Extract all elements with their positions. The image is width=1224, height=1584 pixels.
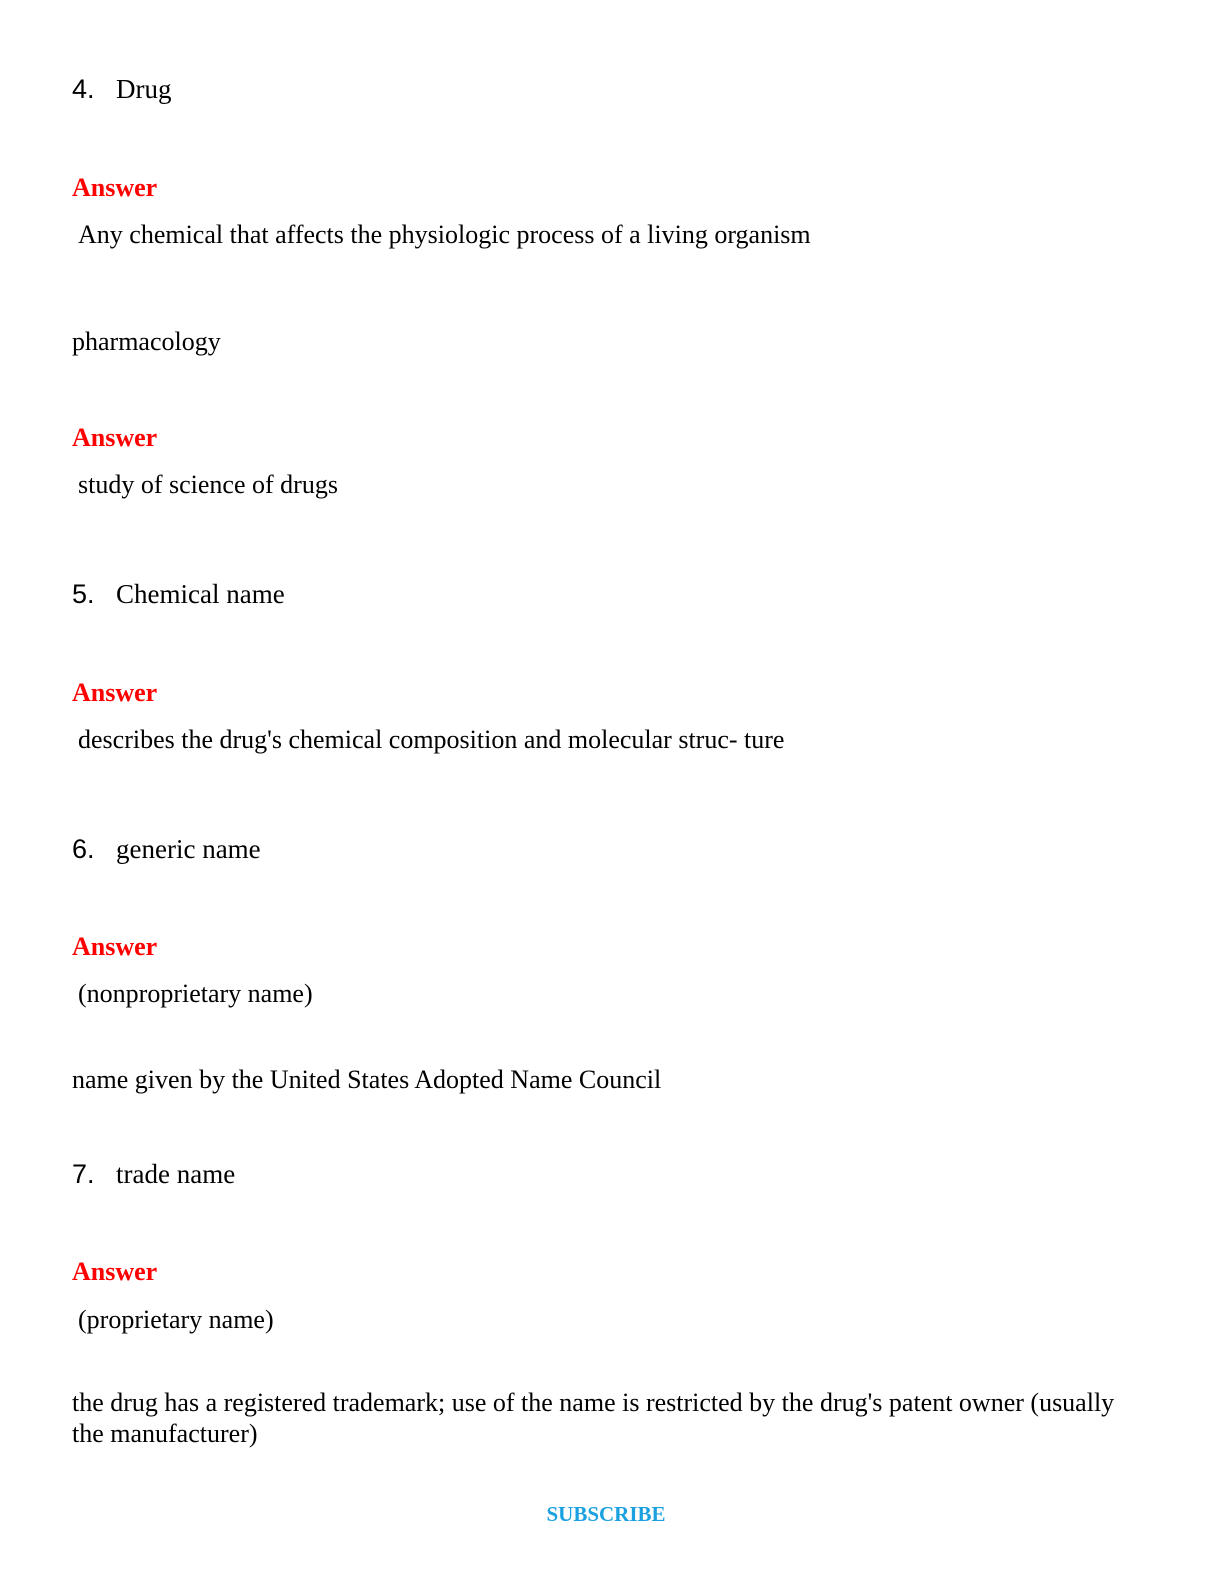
question-5 (72, 579, 285, 610)
answer-text: (nonproprietary name) (78, 979, 313, 1008)
question-term: Drug (116, 74, 172, 104)
answer-label: Answer (72, 173, 158, 202)
answer-label: Answer (72, 423, 158, 452)
answer-text: the drug has a registered trademark; use of the name is restricted by the drug's patent owner (usually the manufacturer) (72, 1388, 1115, 1448)
question-number: 7. (72, 1159, 95, 1189)
answer-text: describes the drug's chemical composition and molecular struc- ture (78, 725, 785, 754)
answer-label: Answer (72, 1257, 158, 1286)
question-4 (72, 74, 172, 105)
question-6 (72, 834, 261, 865)
question-number: 5. (72, 579, 95, 609)
question-term: trade name (116, 1159, 236, 1189)
question-number: 4. (72, 74, 95, 104)
answer-text: (proprietary name) (78, 1305, 274, 1334)
answer-label: Answer (72, 678, 158, 707)
answer-text: study of science of drugs (78, 470, 338, 499)
question-7 (72, 1159, 235, 1190)
answer-text: name given by the United States Adopted Name Council (72, 1065, 662, 1094)
answer-label: Answer (72, 932, 158, 961)
question-term: generic name (116, 834, 261, 864)
question-term: pharmacology (72, 327, 221, 356)
subscribe-link[interactable]: SUBSCRIBE (546, 1502, 666, 1526)
question-number: 6. (72, 834, 95, 864)
answer-text: Any chemical that affects the physiologic process of a living organism (78, 220, 811, 249)
question-term: Chemical name (116, 579, 285, 609)
